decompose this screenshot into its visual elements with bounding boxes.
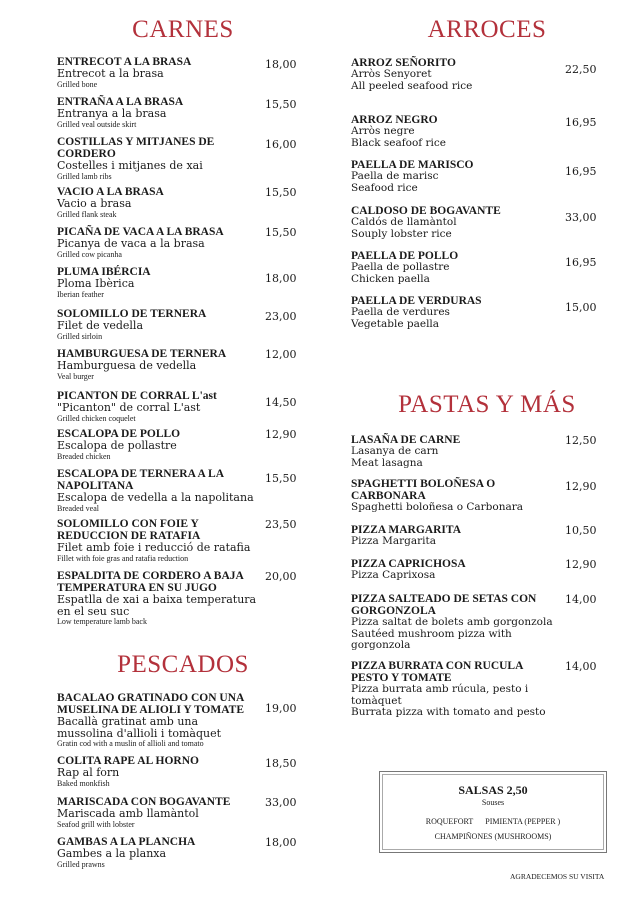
item-catalan-name: Arròs Senyoret (351, 68, 432, 80)
item-name: PICANTON DE CORRAL L'ast (57, 390, 217, 402)
item-price: 10,50 (565, 524, 597, 537)
item-english-name: Gratin cod with a muslin of allioli and tomato (57, 739, 204, 748)
item-catalan-name: Entranya a la brasa (57, 107, 167, 120)
item-name: PICAÑA DE VACA A LA BRASA (57, 226, 224, 238)
item-price: 16,95 (565, 165, 597, 178)
item-name: PLUMA IBÉRCIA (57, 266, 151, 278)
item-catalan-name: Escalopa de vedella a la napolitana (57, 491, 254, 504)
item-english-name: Grilled flank steak (57, 209, 117, 219)
item-english-name: Grilled chicken coquelet (57, 413, 136, 423)
menu-item (351, 524, 556, 548)
item-english-name: Iberian feather (57, 289, 104, 299)
menu-item (57, 266, 257, 299)
menu-item (57, 468, 257, 513)
item-english-name: Sautéed mushroom pizza with gorgonzola (351, 627, 512, 651)
item-english-name: Grilled cow picanha (57, 249, 122, 259)
menu-item (351, 434, 556, 469)
item-price: 16,95 (565, 116, 597, 129)
menu-item (57, 796, 257, 829)
item-price: 18,50 (265, 757, 297, 770)
section-title: PASTAS Y MÁS (398, 391, 576, 418)
item-english-name: Chicken paella (351, 272, 430, 285)
item-price: 16,95 (565, 256, 597, 269)
item-catalan-name: Bacallà gratinat amb una mussolina d'allioli i tomàquet (57, 715, 222, 740)
item-name: CALDOSO DE BOGAVANTE (351, 205, 501, 217)
item-price: 33,00 (565, 211, 597, 224)
item-price: 12,00 (265, 348, 297, 361)
item-english-name: Burrata pizza with tomato and pesto (351, 706, 546, 718)
menu-item (351, 660, 556, 719)
item-price: 18,00 (265, 836, 297, 849)
item-english-name: Grilled sirloin (57, 331, 103, 341)
menu-item (351, 558, 556, 582)
item-name: BACALAO GRATINADO CON UNA MUSELINA DE ALIOLI Y TOMATE (57, 692, 245, 716)
item-catalan-name: Caldós de llamàntol (351, 216, 457, 228)
item-name: PIZZA CAPRICHOSA (351, 558, 466, 570)
item-name: HAMBURGUESA DE TERNERA (57, 348, 227, 360)
menu-item (57, 186, 257, 219)
item-catalan-name: Pizza Margarita (351, 535, 436, 547)
item-english-name: All peeled seafood rice (351, 79, 473, 92)
item-name: ESCALOPA DE POLLO (57, 428, 181, 440)
item-catalan-name: Escalopa de pollastre (57, 439, 177, 452)
item-english-name: Grilled bone (57, 79, 98, 89)
item-catalan-name: Pizza Caprixosa (351, 569, 436, 581)
menu-item (351, 57, 556, 92)
item-name: ARROZ NEGRO (351, 114, 438, 126)
menu-item (351, 114, 556, 149)
item-price: 23,50 (265, 518, 297, 531)
item-english-name: Black seafoof rice (351, 136, 447, 149)
menu-item (351, 205, 556, 240)
item-name: ESPALDITA DE CORDERO A BAJA TEMPERATURA EN SU JUGO (57, 570, 244, 594)
item-catalan-name: Rap al forn (57, 766, 120, 779)
menu-item (57, 226, 257, 259)
item-price: 15,50 (265, 186, 297, 199)
item-catalan-name: Ploma Ibèrica (57, 277, 135, 290)
item-name: SPAGHETTI BOLOÑESA O CARBONARA (351, 478, 496, 502)
sauce-option: ROQUEFORT (425, 817, 474, 826)
menu-item (57, 692, 257, 748)
item-english-name: Grilled lamb ribs (57, 171, 112, 181)
sauce-option: PIMIENTA (PEPPER ) (485, 817, 561, 826)
item-english-name: Seafod grill with lobster (57, 819, 135, 829)
sauce-option: CHAMPIÑONES (MUSHROOMS) (434, 832, 552, 841)
menu-item (57, 136, 257, 181)
item-name: SOLOMILLO DE TERNERA (57, 308, 207, 320)
sauces-box (379, 771, 607, 853)
item-name: PIZZA BURRATA CON RUCULA PESTO Y TOMATE (351, 660, 523, 684)
item-catalan-name: Entrecot a la brasa (57, 67, 164, 80)
item-name: PIZZA SALTEADO DE SETAS CON GORGONZOLA (351, 593, 537, 617)
item-catalan-name: Gambes a la planxa (57, 847, 167, 860)
item-catalan-name: Costelles i mitjanes de xai (57, 159, 203, 172)
item-price: 18,00 (265, 272, 297, 285)
item-price: 23,00 (265, 310, 297, 323)
menu-item (57, 308, 257, 341)
item-catalan-name: Lasanya de carn (351, 445, 439, 457)
item-name: SOLOMILLO CON FOIE Y REDUCCION DE RATAFIA (57, 518, 201, 542)
item-price: 12,50 (565, 434, 597, 447)
item-catalan-name: Paella de pollastre (351, 261, 450, 273)
sauces-title: SALSAS 2,50 (458, 783, 528, 797)
item-name: GAMBAS A LA PLANCHA (57, 836, 196, 848)
item-name: PAELLA DE POLLO (351, 250, 459, 262)
item-name: ENTRAÑA A LA BRASA (57, 96, 184, 108)
menu-item (351, 593, 556, 652)
item-price: 12,90 (265, 428, 297, 441)
item-name: PAELLA DE VERDURAS (351, 295, 482, 307)
item-price: 14,00 (565, 660, 597, 673)
item-english-name: Fillet with foie gras and ratafia reduction (57, 553, 189, 563)
item-price: 19,00 (265, 702, 297, 715)
item-name: ENTRECOT A LA BRASA (57, 56, 192, 68)
item-english-name: Breaded chicken (57, 451, 111, 461)
item-english-name: Veal burger (57, 371, 94, 381)
item-catalan-name: Filet amb foie i reducció de ratafia (57, 541, 251, 554)
item-price: 12,90 (565, 558, 597, 571)
item-name: VACIO A LA BRASA (57, 186, 164, 198)
section-title: PESCADOS (117, 651, 249, 678)
item-price: 16,00 (265, 138, 297, 151)
menu-item (57, 390, 257, 423)
item-catalan-name: Arròs negre (351, 125, 415, 137)
item-price: 15,50 (265, 472, 297, 485)
item-price: 14,00 (565, 593, 597, 606)
item-name: ARROZ SEÑORITO (351, 57, 456, 69)
item-catalan-name: Filet de vedella (57, 319, 144, 332)
item-catalan-name: Spaghetti boloñesa o Carbonara (351, 501, 524, 513)
item-catalan-name: Paella de marisc (351, 170, 439, 182)
item-name: MARISCADA CON BOGAVANTE (57, 796, 231, 808)
item-price: 18,00 (265, 58, 297, 71)
item-price: 12,90 (565, 480, 597, 493)
item-price: 33,00 (265, 796, 297, 809)
item-catalan-name: Picanya de vaca a la brasa (57, 237, 205, 250)
menu-item (351, 250, 556, 285)
item-catalan-name: "Picanton" de corral L'ast (57, 401, 201, 414)
item-price: 14,50 (265, 396, 297, 409)
item-english-name: Meat lasagna (351, 456, 423, 469)
item-english-name: Seafood rice (351, 181, 418, 194)
menu-item (351, 478, 556, 514)
menu-item (57, 428, 257, 461)
item-catalan-name: Espatlla de xai a baixa temperatura en el seu suc (57, 593, 257, 618)
menu-item (57, 56, 257, 89)
item-name: COSTILLAS Y MITJANES DE CORDERO (57, 136, 215, 160)
menu-item (57, 348, 257, 381)
item-catalan-name: Hamburguesa de vedella (57, 359, 197, 372)
item-price: 15,00 (565, 301, 597, 314)
item-name: PAELLA DE MARISCO (351, 159, 474, 171)
menu-item (57, 518, 257, 563)
item-price: 20,00 (265, 570, 297, 583)
item-name: LASAÑA DE CARNE (351, 434, 461, 446)
item-price: 15,50 (265, 226, 297, 239)
menu-item (351, 295, 556, 330)
item-price: 22,50 (565, 63, 597, 76)
footer-thanks: AGRADECEMOS SU VISITA (510, 872, 605, 881)
item-name: COLITA RAPE AL HORNO (57, 755, 199, 767)
menu-item (57, 570, 257, 626)
item-english-name: Breaded veal (57, 503, 99, 513)
menu-item (57, 836, 257, 869)
item-english-name: Vegetable paella (351, 317, 440, 330)
menu-item (57, 96, 257, 129)
item-english-name: Baked monkfish (57, 778, 110, 788)
item-english-name: Grilled prawns (57, 859, 105, 869)
sauces-subtitle: Souses (481, 798, 505, 807)
item-english-name: Grilled veal outside skirt (57, 119, 137, 129)
item-name: PIZZA MARGARITA (351, 524, 462, 536)
menu-item (57, 755, 257, 788)
section-title: CARNES (132, 16, 234, 43)
item-catalan-name: Pizza saltat de bolets amb gorgonzola (351, 616, 553, 628)
item-price: 15,50 (265, 98, 297, 111)
item-catalan-name: Vacio a brasa (57, 197, 132, 210)
item-english-name: Souply lobster rice (351, 227, 452, 240)
item-english-name: Low temperature lamb back (57, 617, 147, 626)
menu-item (351, 159, 556, 194)
item-catalan-name: Mariscada amb llamàntol (57, 807, 199, 820)
item-name: ESCALOPA DE TERNERA A LA NAPOLITANA (57, 468, 224, 492)
section-title: ARROCES (427, 16, 547, 43)
item-catalan-name: Pizza burrata amb rúcula, pesto i tomàquet (351, 683, 529, 707)
item-catalan-name: Paella de verdures (351, 306, 450, 318)
